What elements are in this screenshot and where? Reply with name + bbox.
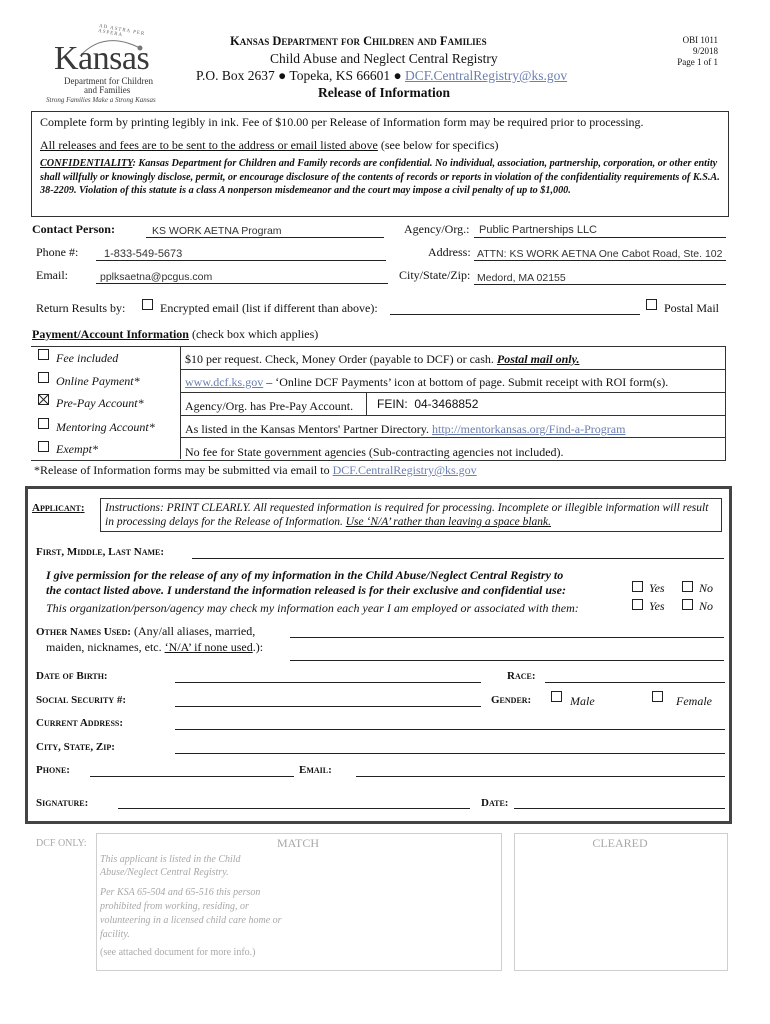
email-value[interactable]: pplksaetna@pcgus.com [100,271,213,283]
applicant-instructions-under: Use ‘N/A’ rather than leaving a space blank. [345,516,551,528]
match-note-2: Per KSA 65-504 and 65-516 this person prohibited from working, residing, or volunteering in a licensed child care home or facility. [100,887,282,940]
current-address-label: Current Address: [36,717,124,729]
cleared-heading: CLEARED [592,836,648,850]
encrypted-email-checkbox[interactable] [142,299,153,310]
online-payment-checkbox[interactable] [38,372,49,383]
applicant-box [25,486,732,824]
header-address [196,68,567,84]
address-text: P.O. Box 2637 ● Topeka, KS 66601 ● [196,68,402,83]
exempt-label: Exempt* [56,442,98,456]
other-names-note [46,640,263,655]
contact-person-label: Contact Person: [32,222,115,236]
agency-name: Kansas Department for Children and Families [230,34,487,48]
phone-line [96,260,386,261]
other-names-note4: .): [252,640,264,654]
registry-subtitle: Child Abuse and Neglect Central Registry [270,51,498,66]
date-label: Date: [481,797,509,809]
postal-mail-checkbox[interactable] [646,299,657,310]
logo-dept-line1: Department for Children [64,76,153,86]
phone-label: Phone #: [36,245,79,259]
payment-row-sep-3 [180,415,725,416]
payment-row-sep-4 [180,437,725,438]
permission-line1: I give permission for the release of any of my information in the Child Abuse/Neglect Central Registry to [46,568,564,582]
signature-label: Signature: [36,797,89,809]
mentoring-account-desc [185,422,625,437]
gender-male-checkbox[interactable] [551,691,562,702]
city-state-zip-label: City, State, Zip: [36,741,115,753]
contact-person-value[interactable]: KS WORK AETNA Program [152,225,282,237]
agency-value[interactable]: Public Partnerships LLC [479,224,598,236]
ssn-line[interactable] [175,706,481,707]
other-names-line-2[interactable] [290,660,724,661]
current-address-line[interactable] [175,729,725,730]
other-names-note3: ‘N/A’ if none used [164,640,253,654]
match-note-3: (see attached document for more info.) [100,947,256,958]
logo-name: Kansas [54,40,150,77]
date-line[interactable] [514,808,725,809]
confidentiality-notice [40,157,724,198]
confidentiality-label: CONFIDENTIALITY [40,158,133,169]
exempt-desc: No fee for State government agencies (Sub-contracting agencies not included). [185,445,564,459]
annual-check-yes-checkbox[interactable] [632,599,643,610]
annual-check-yes-label: Yes [649,599,665,613]
phone-value[interactable]: 1-833-549-5673 [104,248,183,260]
other-names-label [36,624,255,639]
form-date: 9/2018 [692,46,718,56]
pre-pay-label: Pre-Pay Account* [56,396,144,410]
race-line[interactable] [545,682,725,683]
city-value[interactable]: Medord, MA 02155 [477,272,566,284]
agency-label: Agency/Org.: [404,222,470,236]
payment-row-sep-2 [180,392,725,393]
match-note-1: This applicant is listed in the Child Abuse/Neglect Central Registry. [100,854,241,878]
online-payment-desc [185,375,668,390]
address-label: Address: [428,245,471,259]
cleared-box [514,833,728,971]
dob-line[interactable] [175,682,481,683]
fein-value[interactable]: FEIN: 04-3468852 [377,397,479,411]
return-results-label: Return Results by: [36,301,126,315]
permission-line3: This organization/person/agency may check my information each year I am employed or associated with them: [46,601,579,615]
encrypted-email-label: Encrypted email (list if different than above): [160,301,378,315]
match-heading: MATCH [276,836,319,850]
other-names-line-1[interactable] [290,637,724,638]
logo-arc-text: AD ASTRA PER ASPERA [97,23,146,39]
permission-line2: the contact listed above. I understand the information released is for their exclusive and confidential use: [46,583,567,597]
permission-no-label: No [699,581,714,595]
other-names-note2: maiden, nicknames, etc. [46,640,165,654]
intro-line1: Complete form by printing legibly in ink. Fee of $10.00 per Release of Information form may be required prior to processing. [40,115,644,129]
fee-included-label: Fee included [56,351,119,365]
payment-heading [32,327,318,342]
dob-label: Date of Birth: [36,670,108,682]
address-value[interactable]: ATTN: KS WORK AETNA One Cabot Road, Ste. 102 [477,248,723,260]
intro-line2-rest: (see below for specifics) [377,138,499,152]
fee-included-checkbox[interactable] [38,349,49,360]
payment-table-divider [180,346,181,459]
applicant-email-label: Email: [299,764,332,776]
gender-male-label: Male [570,694,595,708]
registry-email-link[interactable]: DCF.CentralRegistry@ks.gov [405,68,568,83]
encrypted-email-line[interactable] [390,314,640,315]
mentoring-account-label: Mentoring Account* [56,420,155,434]
fein-divider [366,392,367,415]
full-name-label: First, Middle, Last Name: [36,546,165,558]
intro-line2 [40,138,499,153]
email-label: Email: [36,268,68,282]
applicant-label: Applicant: [32,502,85,514]
fee-included-desc-em: Postal mail only. [496,352,580,366]
contact-person-line [146,237,384,238]
race-label: Race: [507,670,536,682]
email-line [96,283,388,284]
city-state-zip-line[interactable] [175,753,725,754]
applicant-phone-label: Phone: [36,764,70,776]
payment-heading-text: Payment/Account Information [32,327,189,341]
fee-included-desc-text: $10 per request. Check, Money Order (payable to DCF) or cash. [185,352,497,366]
intro-line2-underlined: All releases and fees are to be sent to the address or email listed above [40,138,378,152]
footnote-email-link[interactable]: DCF.CentralRegistry@ks.gov [332,463,477,477]
online-payment-label: Online Payment* [56,374,140,388]
mentoring-account-checkbox[interactable] [38,418,49,429]
applicant-label-text: Applicant [32,502,81,514]
online-payment-desc-text: – ‘Online DCF Payments’ icon at bottom of page. Submit receipt with ROI form(s). [263,375,669,389]
form-title: Release of Information [318,85,450,100]
applicant-instructions-text: Instructions: PRINT CLEARLY. All requested information is required for processing. Incomplete or illegible information will result in processing delays for the Release of Information. [105,502,709,528]
agency-line [474,237,726,238]
confidentiality-text: : Kansas Department for Children and Family records are confidential. No individual, association, partnership, corporation, or other entity shall willfully or knowingly disclose, permit, or encourage disclosure of the contents of records or reports in violation of the confidentiality requirements of K.S.A. 38-2209. Violation of this statute is a class A nonperson misdemeanor and the court may impose a civil penalty of up to $1,000. [40,158,720,196]
gender-female-checkbox[interactable] [652,691,663,702]
applicant-instructions [105,501,719,529]
payment-footnote-text: *Release of Information forms may be submitted via email to [34,463,333,477]
other-names-title: Other Names Used: [36,626,131,638]
fee-included-desc [185,352,579,367]
payment-footnote [34,463,477,478]
annual-check-no-checkbox[interactable] [682,599,693,610]
dcf-only-label: DCF ONLY: [36,838,87,849]
other-names-note1: (Any/all aliases, married, [130,624,256,638]
full-name-line[interactable] [192,558,724,559]
pre-pay-desc: Agency/Org. has Pre-Pay Account. [185,399,354,413]
logo-dept-line2: and Families [84,85,131,95]
address-line [474,260,726,261]
mentoring-account-desc-text: As listed in the Kansas Mentors' Partner Directory. [185,422,432,436]
gender-female-label: Female [676,694,712,708]
permission-yes-checkbox[interactable] [632,581,643,592]
signature-line[interactable] [118,808,470,809]
kansas-logo [40,23,168,106]
applicant-email-line[interactable] [356,776,725,777]
dcf-website-link[interactable]: www.dcf.ks.gov [185,375,264,389]
exempt-checkbox[interactable] [38,441,49,452]
gender-label: Gender: [491,694,532,706]
mentor-kansas-link[interactable]: http://mentorkansas.org/Find-a-Program [432,422,626,436]
page-number: Page 1 of 1 [677,57,718,67]
city-line [474,284,726,285]
applicant-phone-line[interactable] [90,776,294,777]
pre-pay-checkbox[interactable] [38,394,49,405]
logo-tagline: Strong Families Make a Strong Kansas [46,96,156,104]
permission-no-checkbox[interactable] [682,581,693,592]
form-number: OBI 1011 [682,35,718,45]
ssn-label: Social Security #: [36,694,127,706]
payment-row-sep-1 [180,369,725,370]
payment-heading-note: (check box which applies) [188,327,319,341]
permission-yes-label: Yes [649,581,665,595]
city-label: City/State/Zip: [399,268,471,282]
postal-mail-label: Postal Mail [664,301,720,315]
annual-check-no-label: No [699,599,714,613]
